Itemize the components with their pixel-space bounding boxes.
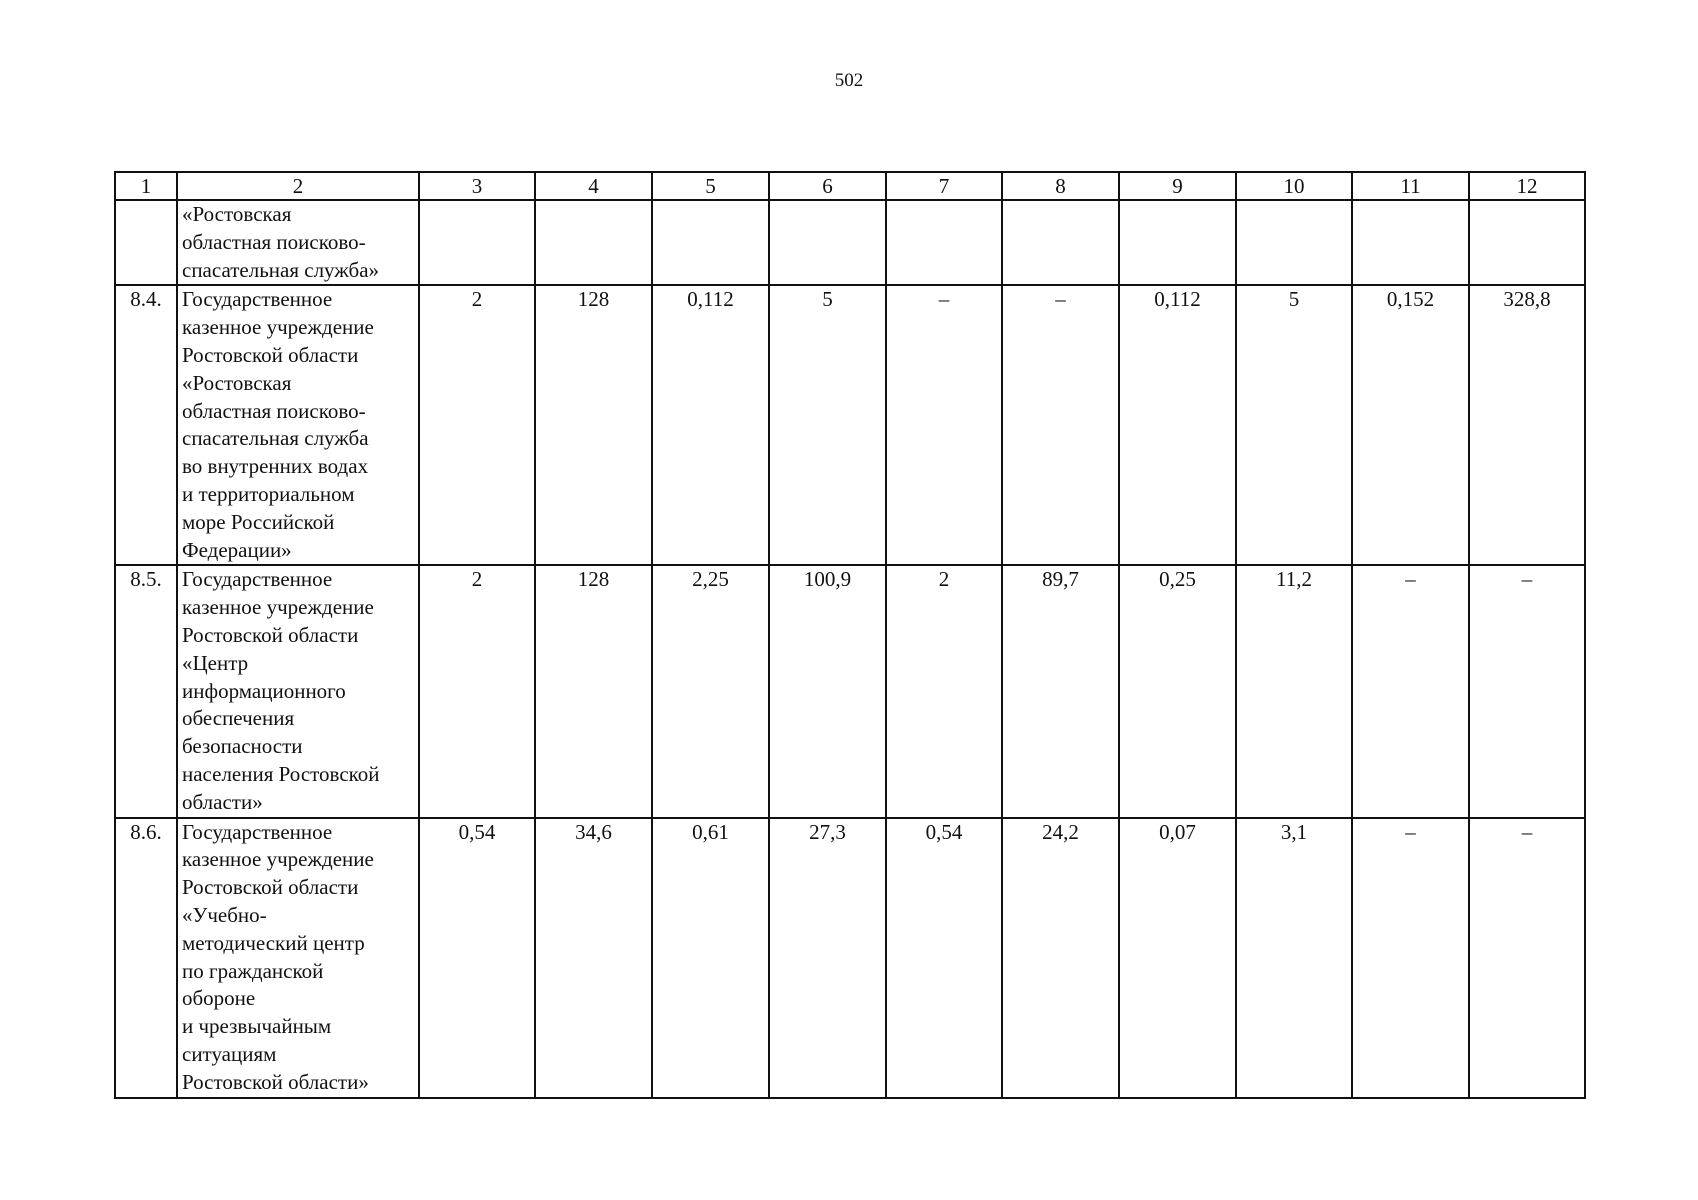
name-line: Государственное xyxy=(182,819,333,844)
value-cell: 0,112 xyxy=(652,285,769,565)
page-number: 502 xyxy=(834,70,864,91)
column-header: 2 xyxy=(177,172,419,200)
value-cell: 0,61 xyxy=(652,818,769,1098)
row-number: 8.6. xyxy=(115,818,177,1098)
name-line: Ростовской области xyxy=(182,622,359,647)
name-line: безопасности xyxy=(182,734,303,759)
value-cell: 0,152 xyxy=(1352,285,1469,565)
name-line: Ростовской области xyxy=(182,875,359,900)
column-header: 8 xyxy=(1002,172,1119,200)
name-line: областная поисково- xyxy=(182,398,366,423)
value-cell: 128 xyxy=(535,285,652,565)
name-line: казенное учреждение xyxy=(182,595,374,620)
organization-name xyxy=(177,285,419,565)
value-cell: 0,25 xyxy=(1119,565,1236,817)
value-cell xyxy=(652,200,769,285)
name-line: населения Ростовской xyxy=(182,761,380,786)
value-cell: – xyxy=(886,285,1002,565)
name-line: по гражданской xyxy=(182,958,324,983)
name-line: «Ростовская xyxy=(182,370,292,395)
name-line: спасательная служба xyxy=(182,426,369,451)
name-line: Федерации» xyxy=(182,537,292,562)
column-header: 9 xyxy=(1119,172,1236,200)
value-cell xyxy=(1236,200,1352,285)
name-line: спасательная служба» xyxy=(182,257,380,282)
table-row xyxy=(115,200,1585,285)
value-cell: 11,2 xyxy=(1236,565,1352,817)
name-line: «Учебно- xyxy=(182,902,267,927)
name-line: «Центр xyxy=(182,650,249,675)
value-cell: 0,54 xyxy=(419,818,535,1098)
row-number: 8.5. xyxy=(115,565,177,817)
value-cell: 100,9 xyxy=(769,565,886,817)
value-cell: 5 xyxy=(769,285,886,565)
column-header: 7 xyxy=(886,172,1002,200)
value-cell: 89,7 xyxy=(1002,565,1119,817)
value-cell: 2,25 xyxy=(652,565,769,817)
name-line: Государственное xyxy=(182,567,333,592)
name-line: казенное учреждение xyxy=(182,847,374,872)
name-line: море Российской xyxy=(182,509,335,534)
column-header: 6 xyxy=(769,172,886,200)
name-line: обеспечения xyxy=(182,706,295,731)
name-line: методический центр xyxy=(182,930,365,955)
organization-name xyxy=(177,200,419,285)
value-cell xyxy=(886,200,1002,285)
value-cell xyxy=(1469,200,1585,285)
name-line: обороне xyxy=(182,986,256,1011)
name-line: ситуациям xyxy=(182,1041,277,1066)
value-cell xyxy=(535,200,652,285)
table-row xyxy=(115,565,1585,817)
name-line: областная поисково- xyxy=(182,229,366,254)
name-line: Ростовской области xyxy=(182,342,359,367)
value-cell xyxy=(419,200,535,285)
column-header: 11 xyxy=(1352,172,1469,200)
table-row xyxy=(115,818,1585,1098)
header-row xyxy=(115,172,1585,200)
row-number xyxy=(115,200,177,285)
value-cell: 2 xyxy=(886,565,1002,817)
value-cell: 24,2 xyxy=(1002,818,1119,1098)
value-cell: 34,6 xyxy=(535,818,652,1098)
value-cell: 128 xyxy=(535,565,652,817)
column-header: 4 xyxy=(535,172,652,200)
value-cell: 3,1 xyxy=(1236,818,1352,1098)
name-line: и чрезвычайным xyxy=(182,1014,332,1039)
value-cell xyxy=(1002,200,1119,285)
column-header: 3 xyxy=(419,172,535,200)
table-row xyxy=(115,285,1585,565)
value-cell: – xyxy=(1469,565,1585,817)
column-header: 5 xyxy=(652,172,769,200)
name-line: Государственное xyxy=(182,287,333,312)
name-line: и территориальном xyxy=(182,481,355,506)
value-cell: 0,07 xyxy=(1119,818,1236,1098)
name-line: информационного xyxy=(182,678,346,703)
name-line: Ростовской области» xyxy=(182,1069,369,1094)
value-cell: 27,3 xyxy=(769,818,886,1098)
column-header: 1 xyxy=(115,172,177,200)
value-cell: 0,112 xyxy=(1119,285,1236,565)
value-cell: – xyxy=(1002,285,1119,565)
value-cell: 0,54 xyxy=(886,818,1002,1098)
value-cell: – xyxy=(1469,818,1585,1098)
value-cell: 328,8 xyxy=(1469,285,1585,565)
name-line: во внутренних водах xyxy=(182,454,369,479)
data-table xyxy=(114,171,1586,1099)
value-cell: – xyxy=(1352,565,1469,817)
value-cell xyxy=(1352,200,1469,285)
row-number: 8.4. xyxy=(115,285,177,565)
name-line: «Ростовская xyxy=(182,202,292,226)
column-header: 12 xyxy=(1469,172,1585,200)
value-cell: 2 xyxy=(419,565,535,817)
value-cell: 2 xyxy=(419,285,535,565)
value-cell xyxy=(769,200,886,285)
organization-name xyxy=(177,818,419,1098)
name-line: казенное учреждение xyxy=(182,315,374,340)
organization-name xyxy=(177,565,419,817)
value-cell: – xyxy=(1352,818,1469,1098)
column-header: 10 xyxy=(1236,172,1352,200)
value-cell xyxy=(1119,200,1236,285)
value-cell: 5 xyxy=(1236,285,1352,565)
name-line: области» xyxy=(182,789,263,814)
